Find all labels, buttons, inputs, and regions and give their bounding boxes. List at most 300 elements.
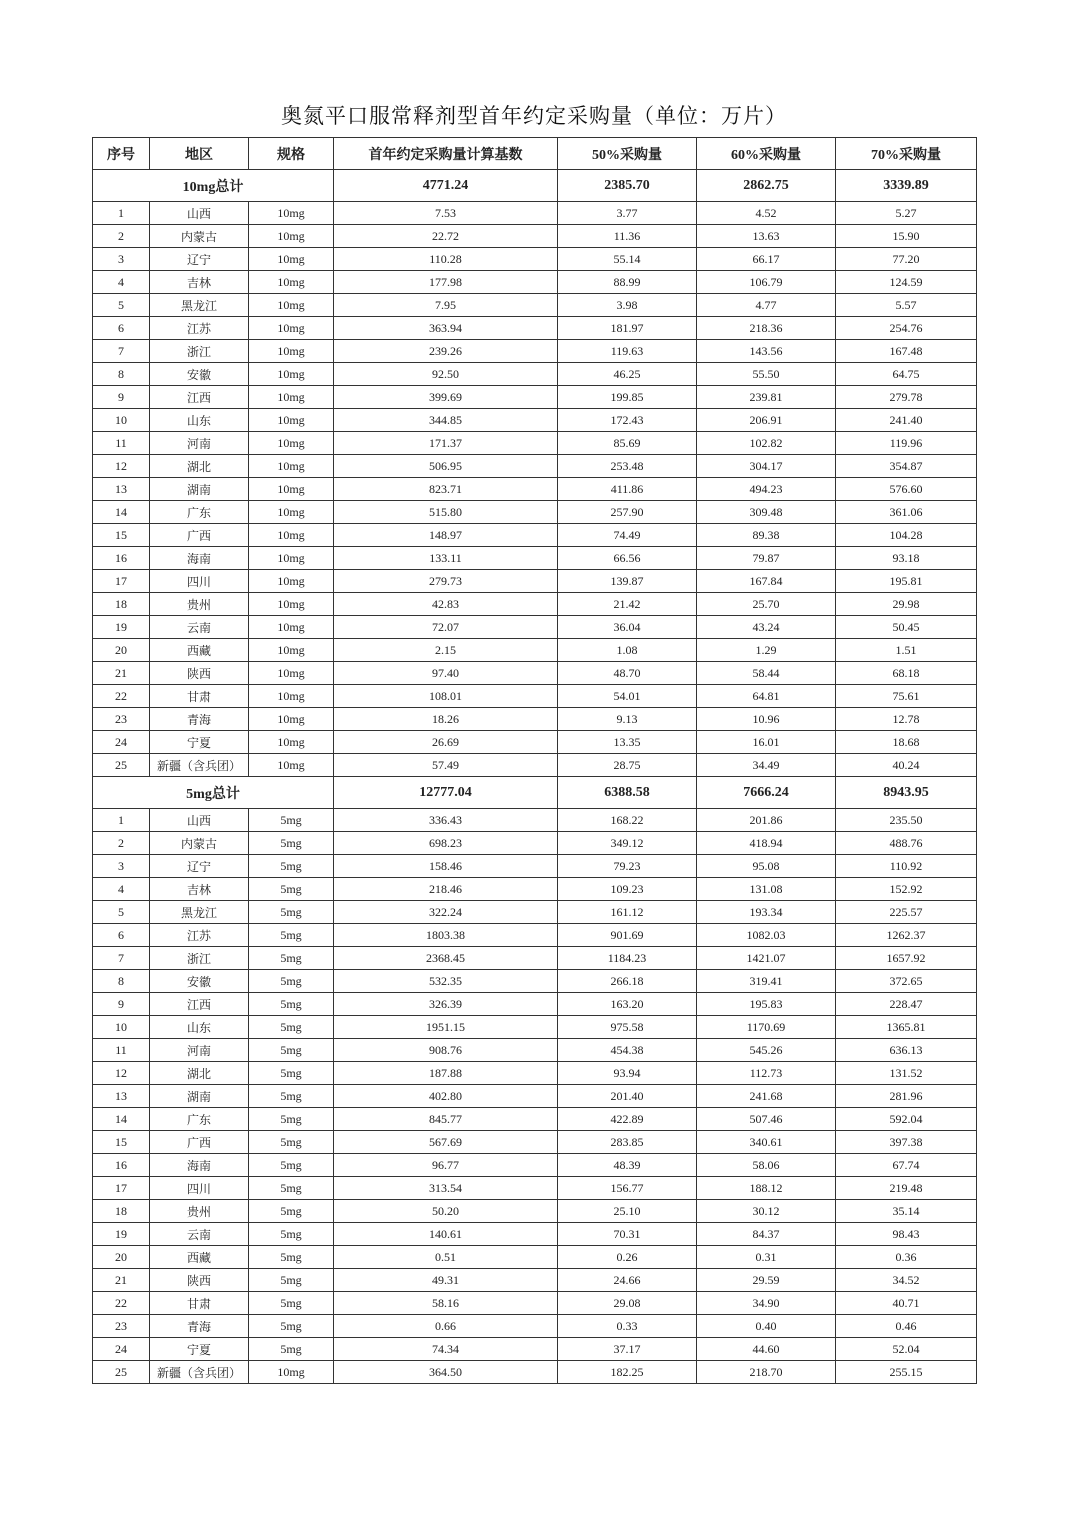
row-base: 567.69 [334,1131,558,1154]
header-spec: 规格 [249,138,334,170]
row-p70: 15.90 [836,225,977,248]
row-p50: 66.56 [558,547,697,570]
row-p50: 1184.23 [558,947,697,970]
row-region: 四川 [150,1177,249,1200]
row-region: 贵州 [150,593,249,616]
row-region: 湖南 [150,1085,249,1108]
row-p70: 241.40 [836,409,977,432]
row-index: 5 [93,901,150,924]
row-p60: 143.56 [697,340,836,363]
header-row [93,138,977,170]
row-p70: 1262.37 [836,924,977,947]
row-index: 17 [93,570,150,593]
row-region: 浙江 [150,947,249,970]
row-region: 河南 [150,432,249,455]
row-p50: 168.22 [558,809,697,832]
row-index: 6 [93,924,150,947]
row-index: 14 [93,1108,150,1131]
row-p70: 219.48 [836,1177,977,1200]
table-row [93,501,977,524]
row-base: 58.16 [334,1292,558,1315]
row-p70: 5.27 [836,202,977,225]
row-region: 辽宁 [150,855,249,878]
row-spec: 5mg [249,1085,334,1108]
row-base: 108.01 [334,685,558,708]
row-spec: 5mg [249,855,334,878]
row-region: 新疆（含兵团） [150,754,249,777]
row-region: 宁夏 [150,1338,249,1361]
row-region: 山西 [150,202,249,225]
row-index: 9 [93,386,150,409]
row-base: 96.77 [334,1154,558,1177]
row-p70: 255.15 [836,1361,977,1384]
row-spec: 10mg [249,501,334,524]
row-p50: 163.20 [558,993,697,1016]
row-spec: 5mg [249,1108,334,1131]
table-row [93,340,977,363]
row-index: 7 [93,947,150,970]
row-p60: 0.40 [697,1315,836,1338]
row-p70: 225.57 [836,901,977,924]
row-p70: 64.75 [836,363,977,386]
row-spec: 5mg [249,1338,334,1361]
row-region: 江苏 [150,317,249,340]
table-row [93,1108,977,1131]
row-index: 2 [93,832,150,855]
table-row [93,708,977,731]
table-row [93,809,977,832]
row-p70: 29.98 [836,593,977,616]
row-p50: 55.14 [558,248,697,271]
table-row [93,731,977,754]
table-row [93,1039,977,1062]
table-row [93,1016,977,1039]
row-spec: 10mg [249,409,334,432]
row-p50: 181.97 [558,317,697,340]
row-p60: 16.01 [697,731,836,754]
row-p60: 1421.07 [697,947,836,970]
table-row [93,754,977,777]
row-p70: 131.52 [836,1062,977,1085]
row-p60: 112.73 [697,1062,836,1085]
row-p60: 4.77 [697,294,836,317]
row-spec: 5mg [249,832,334,855]
row-base: 42.83 [334,593,558,616]
row-index: 3 [93,248,150,271]
row-p50: 161.12 [558,901,697,924]
row-index: 5 [93,294,150,317]
row-p60: 29.59 [697,1269,836,1292]
row-base: 26.69 [334,731,558,754]
row-base: 110.28 [334,248,558,271]
row-p50: 28.75 [558,754,697,777]
row-base: 845.77 [334,1108,558,1131]
row-p60: 55.50 [697,363,836,386]
row-region: 湖北 [150,1062,249,1085]
row-p70: 68.18 [836,662,977,685]
table-row [93,947,977,970]
table-row [93,1131,977,1154]
row-spec: 10mg [249,593,334,616]
row-region: 山东 [150,1016,249,1039]
row-base: 1803.38 [334,924,558,947]
row-p50: 422.89 [558,1108,697,1131]
row-p60: 79.87 [697,547,836,570]
row-region: 山东 [150,409,249,432]
row-region: 广西 [150,1131,249,1154]
row-p50: 119.63 [558,340,697,363]
row-spec: 10mg [249,363,334,386]
row-p60: 241.68 [697,1085,836,1108]
row-p70: 397.38 [836,1131,977,1154]
row-index: 25 [93,1361,150,1384]
row-base: 218.46 [334,878,558,901]
row-spec: 5mg [249,809,334,832]
table-row [93,271,977,294]
row-region: 青海 [150,1315,249,1338]
row-base: 2368.45 [334,947,558,970]
row-p60: 10.96 [697,708,836,731]
row-region: 贵州 [150,1200,249,1223]
row-base: 7.95 [334,294,558,317]
row-p60: 64.81 [697,685,836,708]
row-base: 364.50 [334,1361,558,1384]
row-region: 宁夏 [150,731,249,754]
row-spec: 5mg [249,924,334,947]
row-p70: 1657.92 [836,947,977,970]
row-region: 安徽 [150,363,249,386]
row-region: 湖南 [150,478,249,501]
table-row [93,901,977,924]
row-p60: 1170.69 [697,1016,836,1039]
row-p70: 281.96 [836,1085,977,1108]
row-region: 甘肃 [150,685,249,708]
row-region: 山西 [150,809,249,832]
row-p50: 85.69 [558,432,697,455]
row-base: 515.80 [334,501,558,524]
row-p60: 34.49 [697,754,836,777]
row-p70: 576.60 [836,478,977,501]
row-p70: 18.68 [836,731,977,754]
row-p70: 34.52 [836,1269,977,1292]
row-spec: 5mg [249,1039,334,1062]
row-p70: 228.47 [836,993,977,1016]
row-index: 19 [93,1223,150,1246]
row-index: 24 [93,1338,150,1361]
row-p50: 37.17 [558,1338,697,1361]
row-p50: 109.23 [558,878,697,901]
row-spec: 10mg [249,202,334,225]
row-p70: 254.76 [836,317,977,340]
row-base: 532.35 [334,970,558,993]
table-row [93,662,977,685]
row-p60: 218.70 [697,1361,836,1384]
row-index: 18 [93,593,150,616]
row-p70: 67.74 [836,1154,977,1177]
row-p50: 1.08 [558,639,697,662]
row-p60: 95.08 [697,855,836,878]
subtotal-p50: 2385.70 [558,170,697,202]
subtotal-p70: 8943.95 [836,777,977,809]
row-spec: 10mg [249,639,334,662]
row-p70: 104.28 [836,524,977,547]
row-region: 广东 [150,501,249,524]
row-p60: 1.29 [697,639,836,662]
row-index: 14 [93,501,150,524]
row-spec: 10mg [249,616,334,639]
row-region: 海南 [150,1154,249,1177]
row-p60: 188.12 [697,1177,836,1200]
row-spec: 5mg [249,1315,334,1338]
table-row [93,924,977,947]
table-row [93,993,977,1016]
row-index: 6 [93,317,150,340]
row-p70: 592.04 [836,1108,977,1131]
row-p50: 13.35 [558,731,697,754]
row-p60: 494.23 [697,478,836,501]
row-p70: 93.18 [836,547,977,570]
table-row [93,1246,977,1269]
row-spec: 5mg [249,1269,334,1292]
table-row [93,685,977,708]
subtotal-p50: 6388.58 [558,777,697,809]
row-p70: 5.57 [836,294,977,317]
row-p50: 25.10 [558,1200,697,1223]
subtotal-label: 5mg总计 [93,777,334,809]
table-row [93,478,977,501]
row-spec: 10mg [249,317,334,340]
row-p60: 89.38 [697,524,836,547]
row-index: 12 [93,1062,150,1085]
table-row [93,1177,977,1200]
row-spec: 10mg [249,340,334,363]
subtotal-row [93,170,977,202]
table-row [93,1269,977,1292]
row-spec: 5mg [249,1016,334,1039]
row-index: 15 [93,524,150,547]
row-p70: 52.04 [836,1338,977,1361]
subtotal-row [93,777,977,809]
row-p70: 279.78 [836,386,977,409]
row-base: 344.85 [334,409,558,432]
table-row [93,1154,977,1177]
row-spec: 10mg [249,731,334,754]
row-p70: 124.59 [836,271,977,294]
row-spec: 5mg [249,1246,334,1269]
row-base: 50.20 [334,1200,558,1223]
row-region: 四川 [150,570,249,593]
row-p50: 46.25 [558,363,697,386]
procurement-table [92,137,977,1384]
row-p70: 235.50 [836,809,977,832]
row-index: 13 [93,478,150,501]
row-p50: 349.12 [558,832,697,855]
row-p60: 102.82 [697,432,836,455]
row-p60: 239.81 [697,386,836,409]
row-spec: 10mg [249,547,334,570]
row-spec: 10mg [249,708,334,731]
table-row [93,832,977,855]
row-p70: 0.36 [836,1246,977,1269]
table-row [93,1338,977,1361]
row-base: 7.53 [334,202,558,225]
table-row [93,878,977,901]
table-row [93,1292,977,1315]
table-row [93,616,977,639]
row-p50: 88.99 [558,271,697,294]
row-p60: 304.17 [697,455,836,478]
row-spec: 5mg [249,878,334,901]
row-p60: 84.37 [697,1223,836,1246]
row-p50: 3.98 [558,294,697,317]
row-base: 158.46 [334,855,558,878]
row-base: 1951.15 [334,1016,558,1039]
row-index: 2 [93,225,150,248]
row-spec: 5mg [249,1292,334,1315]
row-spec: 5mg [249,901,334,924]
row-region: 陕西 [150,662,249,685]
row-p60: 4.52 [697,202,836,225]
row-index: 20 [93,639,150,662]
row-p60: 507.46 [697,1108,836,1131]
row-base: 239.26 [334,340,558,363]
row-region: 西藏 [150,1246,249,1269]
row-base: 57.49 [334,754,558,777]
row-p50: 74.49 [558,524,697,547]
row-base: 22.72 [334,225,558,248]
row-spec: 10mg [249,662,334,685]
row-spec: 5mg [249,947,334,970]
row-base: 908.76 [334,1039,558,1062]
table-row [93,409,977,432]
subtotal-label: 10mg总计 [93,170,334,202]
row-region: 吉林 [150,878,249,901]
row-base: 140.61 [334,1223,558,1246]
table-row [93,970,977,993]
header-p60: 60%采购量 [697,138,836,170]
table-row [93,225,977,248]
row-index: 25 [93,754,150,777]
row-p50: 283.85 [558,1131,697,1154]
row-index: 1 [93,202,150,225]
row-p60: 201.86 [697,809,836,832]
row-base: 326.39 [334,993,558,1016]
row-p70: 636.13 [836,1039,977,1062]
row-base: 49.31 [334,1269,558,1292]
table-row [93,593,977,616]
table-row [93,1223,977,1246]
row-base: 2.15 [334,639,558,662]
row-p70: 488.76 [836,832,977,855]
row-spec: 10mg [249,478,334,501]
table-body [93,170,977,1384]
row-region: 河南 [150,1039,249,1062]
row-index: 9 [93,993,150,1016]
row-p50: 182.25 [558,1361,697,1384]
row-base: 322.24 [334,901,558,924]
row-p50: 201.40 [558,1085,697,1108]
row-p60: 195.83 [697,993,836,1016]
row-base: 0.51 [334,1246,558,1269]
table-row [93,1361,977,1384]
subtotal-base: 12777.04 [334,777,558,809]
row-base: 97.40 [334,662,558,685]
row-region: 新疆（含兵团） [150,1361,249,1384]
row-region: 江西 [150,993,249,1016]
table-row [93,639,977,662]
row-index: 4 [93,878,150,901]
row-p70: 0.46 [836,1315,977,1338]
row-p50: 411.86 [558,478,697,501]
row-spec: 5mg [249,1177,334,1200]
row-p50: 139.87 [558,570,697,593]
row-region: 广东 [150,1108,249,1131]
row-index: 4 [93,271,150,294]
row-spec: 10mg [249,432,334,455]
row-region: 辽宁 [150,248,249,271]
row-p50: 172.43 [558,409,697,432]
row-index: 15 [93,1131,150,1154]
row-p70: 35.14 [836,1200,977,1223]
row-p50: 21.42 [558,593,697,616]
row-index: 7 [93,340,150,363]
row-p50: 79.23 [558,855,697,878]
row-p50: 199.85 [558,386,697,409]
row-spec: 10mg [249,386,334,409]
row-p60: 43.24 [697,616,836,639]
row-p70: 110.92 [836,855,977,878]
row-p60: 340.61 [697,1131,836,1154]
table-row [93,455,977,478]
row-spec: 5mg [249,1062,334,1085]
row-p70: 167.48 [836,340,977,363]
row-region: 江苏 [150,924,249,947]
row-p50: 70.31 [558,1223,697,1246]
row-index: 22 [93,685,150,708]
row-spec: 5mg [249,1154,334,1177]
subtotal-p60: 7666.24 [697,777,836,809]
row-base: 823.71 [334,478,558,501]
row-base: 336.43 [334,809,558,832]
row-spec: 10mg [249,225,334,248]
row-index: 16 [93,1154,150,1177]
row-index: 17 [93,1177,150,1200]
row-p60: 34.90 [697,1292,836,1315]
table-row [93,524,977,547]
row-spec: 10mg [249,524,334,547]
row-region: 陕西 [150,1269,249,1292]
row-base: 187.88 [334,1062,558,1085]
row-p60: 0.31 [697,1246,836,1269]
row-base: 148.97 [334,524,558,547]
row-region: 黑龙江 [150,294,249,317]
row-p50: 24.66 [558,1269,697,1292]
row-index: 10 [93,1016,150,1039]
row-base: 133.11 [334,547,558,570]
row-p50: 11.36 [558,225,697,248]
row-p60: 44.60 [697,1338,836,1361]
table-row [93,1062,977,1085]
row-region: 浙江 [150,340,249,363]
row-p70: 354.87 [836,455,977,478]
row-p60: 58.44 [697,662,836,685]
row-region: 江西 [150,386,249,409]
row-p60: 418.94 [697,832,836,855]
row-region: 吉林 [150,271,249,294]
row-index: 3 [93,855,150,878]
table-row [93,1315,977,1338]
row-index: 12 [93,455,150,478]
